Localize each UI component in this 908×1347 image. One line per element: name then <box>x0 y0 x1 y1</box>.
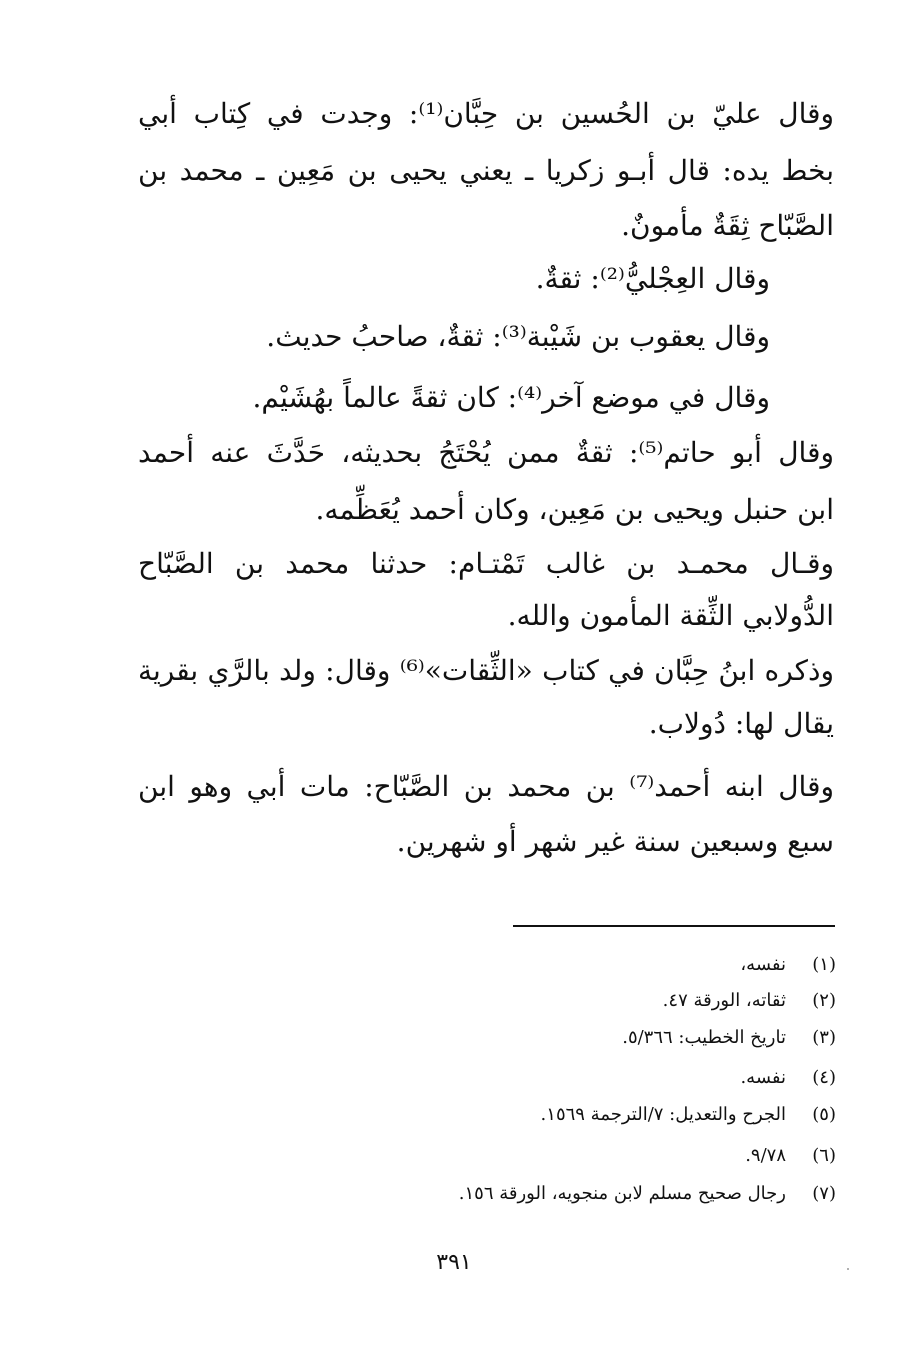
footnote <box>136 952 836 978</box>
body-line: بخط يده: قال أبـو زكريا ـ يعني يحيى بن مَعِين ـ محمد بن <box>138 154 834 187</box>
body-line: وقـال محمـد بن غالب تَمْتـام: حدثنا محمد بن الصَّبّاح <box>138 547 834 580</box>
body-line: وقال ابنه أحمد⁽⁷⁾ بن محمد بن الصَّبّاح: مات أبي وهو ابن <box>138 770 834 803</box>
footnote-text: ثقاته، الورقة ٤٧. <box>662 990 786 1011</box>
footnote-text: رجال صحيح مسلم لابن منجويه، الورقة ١٥٦. <box>458 1183 786 1204</box>
footnote-number: (٣) <box>812 1027 836 1048</box>
footnote-text: تاريخ الخطيب: ٥/٣٦٦. <box>622 1027 786 1048</box>
body-line: وذكره ابنُ حِبَّان في كتاب «الثِّقات»⁽⁶⁾ وقال: ولد بالرَّي بقرية <box>138 654 834 687</box>
footnote <box>136 1102 836 1128</box>
footnote <box>136 1065 836 1091</box>
footnote <box>136 1025 836 1051</box>
footnote <box>136 1143 836 1169</box>
footnote-number: (٧) <box>812 1183 836 1204</box>
footnote-divider <box>513 925 835 927</box>
footnote-number: (١) <box>812 954 836 975</box>
body-line: يقال لها: دُولاب. <box>648 707 834 740</box>
footnote-text: ٩/٧٨. <box>745 1145 786 1166</box>
footnote-number: (٥) <box>812 1104 836 1125</box>
body-line: وقال يعقوب بن شَيْبة⁽³⁾: ثقةٌ، صاحبُ حديث. <box>266 320 770 353</box>
body-line: وقال عليّ بن الحُسين بن حِبَّان⁽¹⁾: وجدت في كِتاب أبي <box>138 97 835 130</box>
body-line: سبع وسبعين سنة غير شهر أو شهرين. <box>396 825 834 858</box>
footnote <box>136 988 836 1014</box>
body-line: الصَّبّاح ثِقَةٌ مأمونٌ. <box>621 209 834 242</box>
body-line: وقال العِجْليُّ⁽²⁾: ثقةٌ. <box>535 262 770 295</box>
footnote-number: (٢) <box>812 990 836 1011</box>
body-line: وقال في موضع آخر⁽⁴⁾: كان ثقةً عالماً بهُشَيْم. <box>252 381 770 414</box>
footnote-text: نفسه، <box>740 954 786 975</box>
body-line: وقال أبو حاتم⁽⁵⁾: ثقةٌ ممن يُحْتَجُ بحديثه، حَدَّثَ عنه أحمد <box>138 436 834 469</box>
footnote-text: نفسه. <box>740 1067 786 1088</box>
footnote-number: (٤) <box>812 1067 836 1088</box>
footnote-number: (٦) <box>812 1145 836 1166</box>
scan-speck <box>847 1268 849 1270</box>
body-line: الدُّولابي الثِّقة المأمون والله. <box>507 599 834 632</box>
footnote <box>136 1181 836 1207</box>
footnote-text: الجرح والتعديل: ٧/الترجمة ١٥٦٩. <box>540 1104 786 1125</box>
body-line: ابن حنبل ويحيى بن مَعِين، وكان أحمد يُعَظِّمه. <box>315 493 834 526</box>
page-number: ٣٩١ <box>436 1250 472 1275</box>
